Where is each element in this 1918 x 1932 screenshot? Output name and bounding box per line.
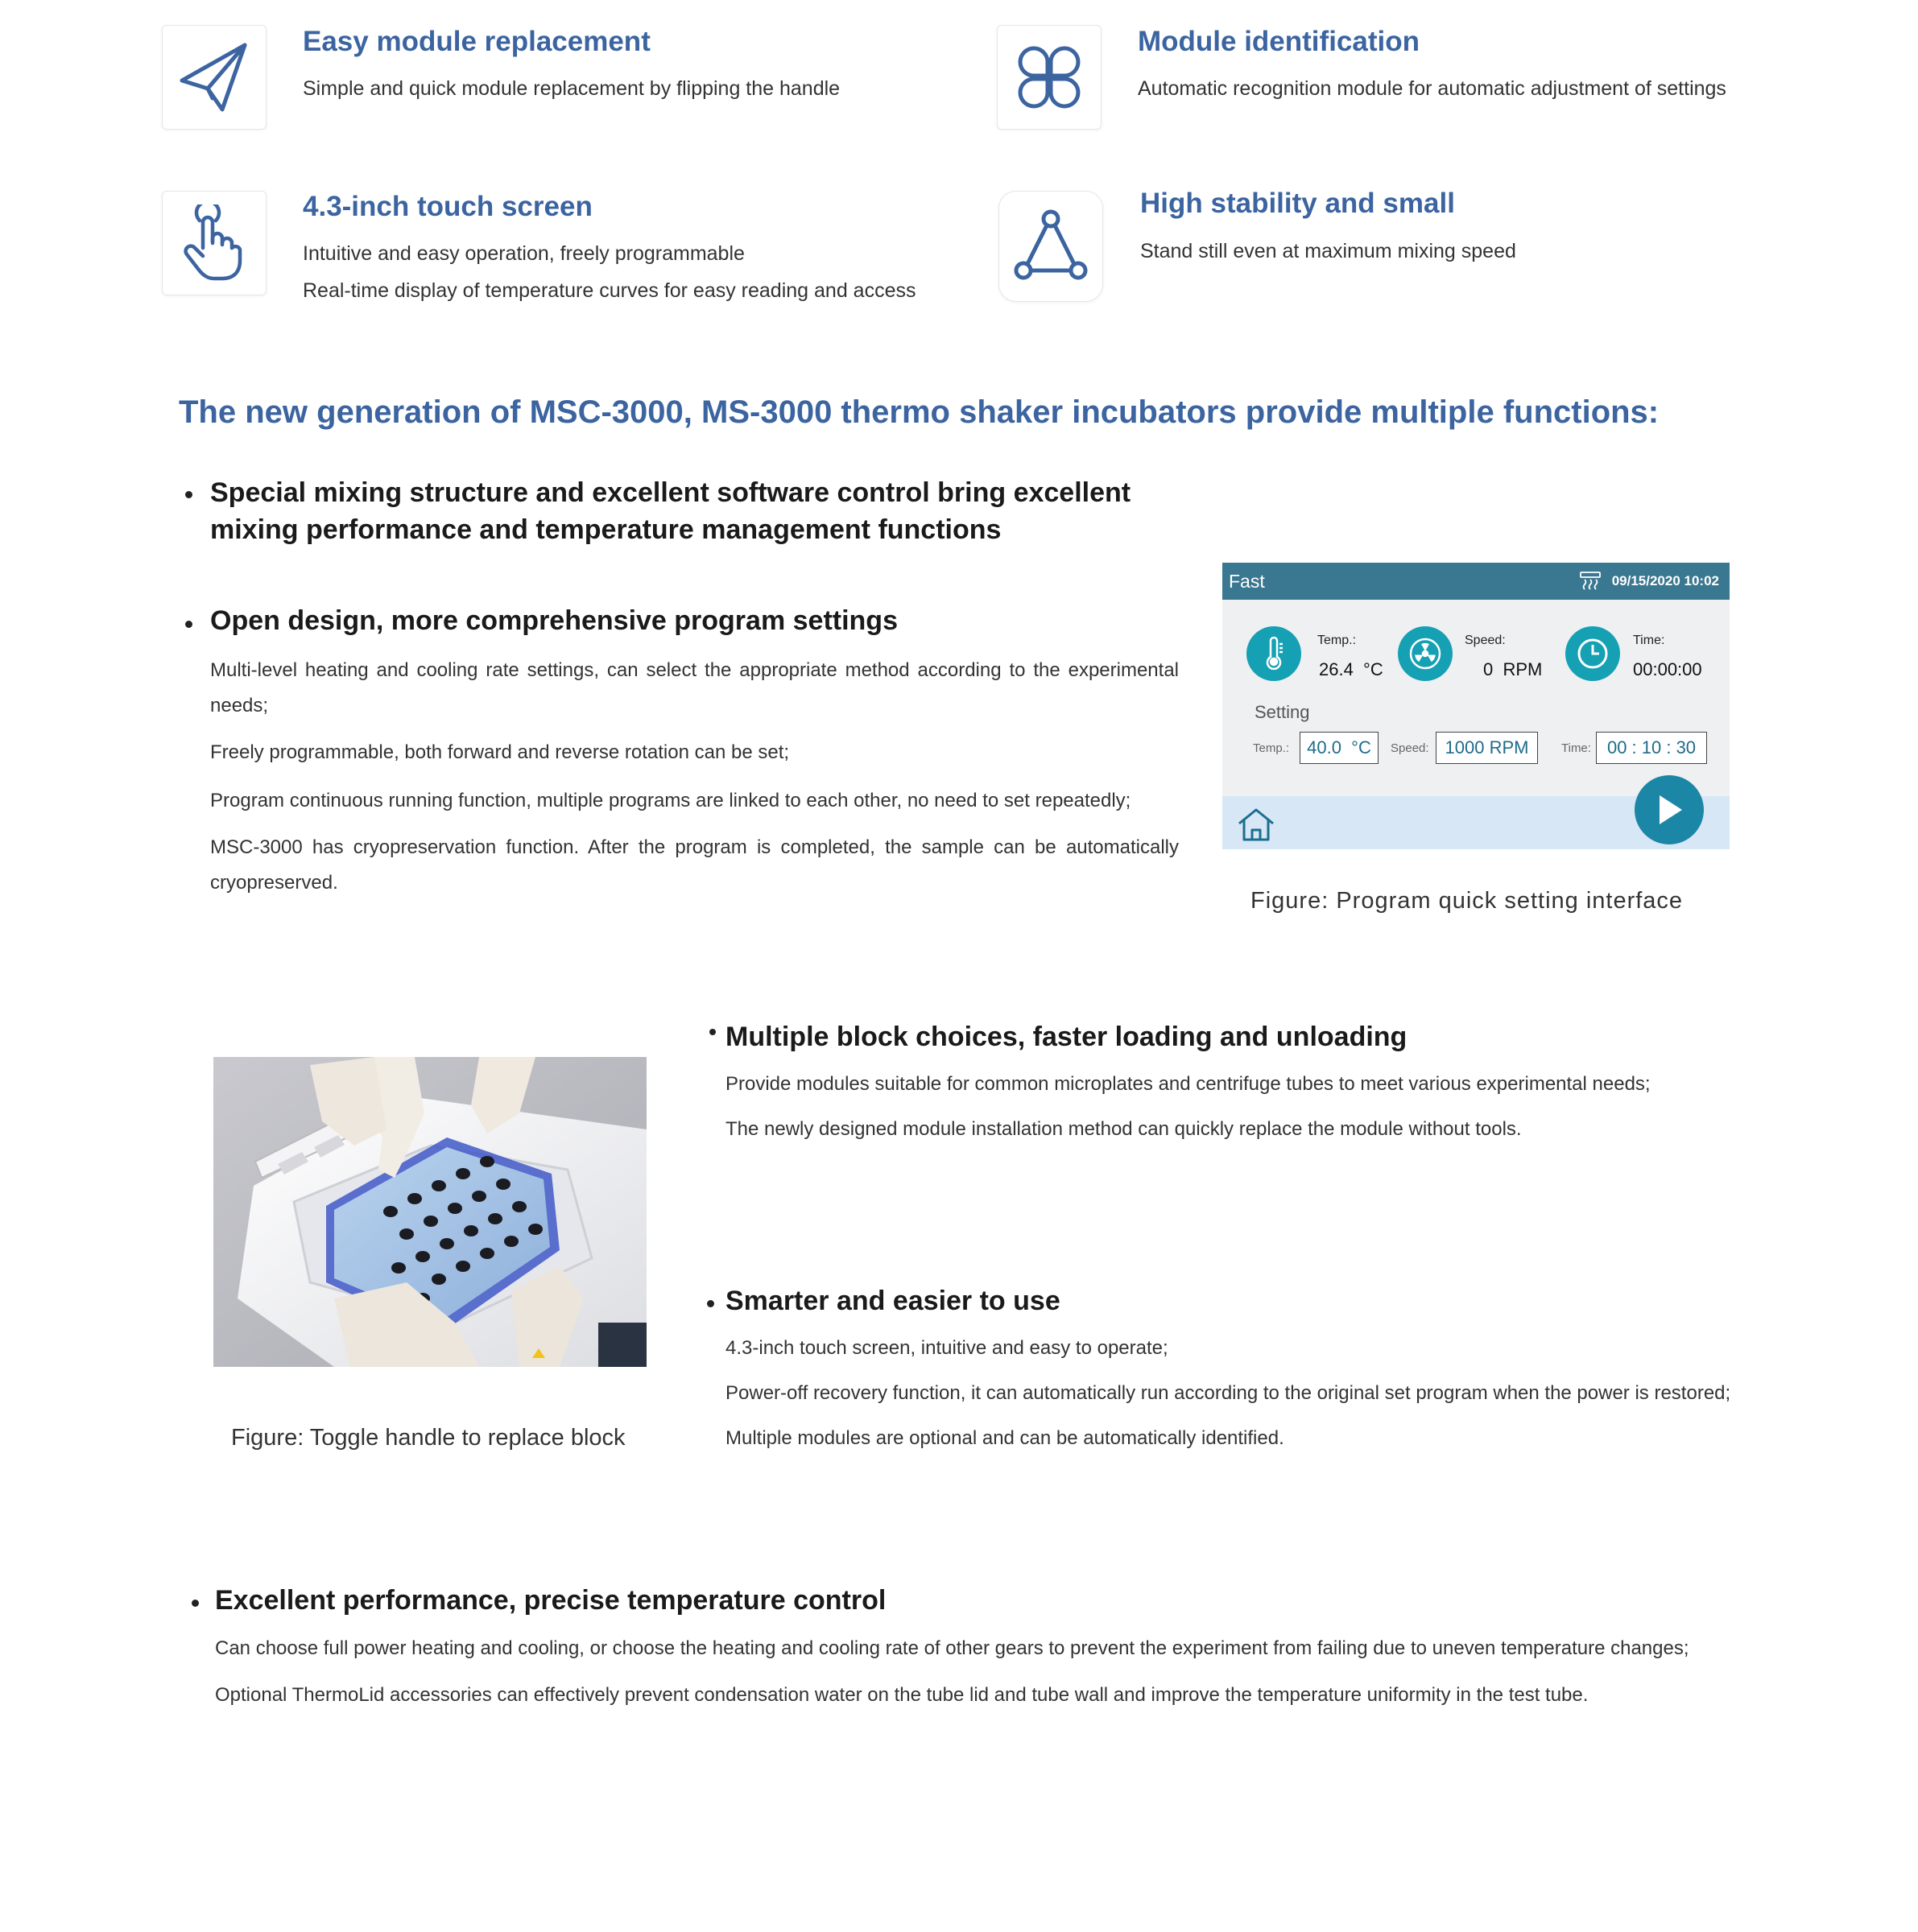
set-speed-label: Speed:: [1391, 741, 1429, 755]
setting-label: Setting: [1255, 702, 1310, 722]
bullet-para-open-2: Freely programmable, both forward and reverse rotation can be set;: [210, 741, 790, 763]
temp-value: 26.4 °C: [1319, 659, 1383, 679]
feature-desc-easy-module: Simple and quick module replacement by flipping the handle: [303, 77, 841, 100]
feature-title-module-id: Module identification: [1138, 26, 1420, 57]
bullet-para-smarter-2: Power-off recovery function, it can automatically run according to the original set program when the power is restored;: [725, 1382, 1731, 1404]
bullet-para-excellent-1: Can choose full power heating and cooling, or choose the heating and cooling rate of other gears to prevent the experiment from failing due to uneven temperature changes;: [215, 1637, 1689, 1659]
feature-title-stability: High stability and small: [1140, 188, 1455, 219]
bullet-dot: [192, 1600, 199, 1607]
bullet-heading-open: Open design, more comprehensive program settings: [210, 605, 898, 636]
play-button[interactable]: [1635, 775, 1704, 844]
bullet-dot: [185, 491, 192, 498]
bullet-dot: [709, 1029, 716, 1035]
set-speed-field[interactable]: 1000 RPM: [1436, 732, 1538, 764]
feature-title-easy-module: Easy module replacement: [303, 26, 651, 57]
triangle-nodes-icon: [998, 191, 1103, 302]
bullet-para-open-3: Program continuous running function, multiple programs are linked to each other, no need to set repeatedly;: [210, 790, 1131, 811]
photo-caption: Figure: Toggle handle to replace block: [231, 1425, 626, 1451]
bullet-heading-special: Special mixing structure and excellent software control bring excellent mixing performance and temperature management functions: [210, 477, 1131, 545]
bullet-para-smarter-1: 4.3-inch touch screen, intuitive and easy to operate;: [725, 1337, 1168, 1359]
bullet-heading-multiple: Multiple block choices, faster loading and unloading: [725, 1022, 1407, 1052]
feature-title-touch-screen: 4.3-inch touch screen: [303, 191, 593, 222]
bullet-para-open-1: Multi-level heating and cooling rate settings, can select the appropriate method according to the experimental needs;: [210, 659, 1179, 716]
set-time-field[interactable]: 00 : 10 : 30: [1596, 732, 1707, 764]
block-replacement-photo: [213, 1057, 647, 1367]
bullet-para-multiple-1: Provide modules suitable for common microplates and centrifuge tubes to meet various experimental needs;: [725, 1073, 1651, 1095]
paper-plane-icon: [162, 25, 267, 130]
screen-datetime: 09/15/2020 10:02: [1611, 573, 1719, 588]
heating-icon: [1580, 572, 1601, 595]
clover-icon: [997, 25, 1102, 130]
screen-header: [1222, 563, 1730, 600]
section-title: The new generation of MSC-3000, MS-3000 thermo shaker incubators provide multiple functions:: [179, 394, 1660, 430]
bullet-dot: [707, 1300, 714, 1307]
feature-desc-stability: Stand still even at maximum mixing speed: [1140, 240, 1516, 262]
feature-desc-module-id: Automatic recognition module for automatic adjustment of settings: [1138, 77, 1726, 100]
screen-caption: Figure: Program quick setting interface: [1250, 888, 1684, 914]
touch-hand-icon: [162, 191, 267, 295]
bullet-para-excellent-2: Optional ThermoLid accessories can effectively prevent condensation water on the tube lid and tube wall and improve the temperature uniformity in the test tube.: [215, 1684, 1589, 1706]
time-value: 00:00:00: [1633, 659, 1702, 679]
fan-icon: [1398, 626, 1453, 681]
set-temp-field[interactable]: 40.0 °C: [1300, 732, 1379, 764]
set-temp-label: Temp.:: [1253, 741, 1290, 755]
home-icon[interactable]: [1237, 807, 1275, 845]
time-label: Time:: [1633, 634, 1665, 647]
bullet-para-multiple-2: The newly designed module installation method can quickly replace the module without tools.: [725, 1118, 1522, 1140]
set-time-label: Time:: [1561, 741, 1591, 755]
temp-label: Temp.:: [1317, 634, 1357, 647]
screen-mode-label: Fast: [1229, 571, 1265, 592]
speed-value: 0 RPM: [1483, 659, 1543, 679]
feature-desc-touch-screen-1: Intuitive and easy operation, freely programmable: [303, 242, 745, 265]
bullet-para-open-4: MSC-3000 has cryopreservation function. After the program is completed, the sample can be automatically cryopreserved.: [210, 836, 1179, 894]
program-setting-screen: [1222, 563, 1730, 849]
feature-desc-touch-screen-2: Real-time display of temperature curves for easy reading and access: [303, 279, 916, 302]
thermometer-icon: [1246, 626, 1301, 681]
play-icon: [1653, 792, 1685, 828]
bullet-heading-smarter: Smarter and easier to use: [725, 1286, 1060, 1316]
bullet-heading-excellent: Excellent performance, precise temperature control: [215, 1585, 887, 1616]
bullet-dot: [185, 621, 192, 628]
clock-icon: [1565, 626, 1620, 681]
speed-label: Speed:: [1465, 634, 1506, 647]
bullet-para-smarter-3: Multiple modules are optional and can be automatically identified.: [725, 1427, 1284, 1449]
